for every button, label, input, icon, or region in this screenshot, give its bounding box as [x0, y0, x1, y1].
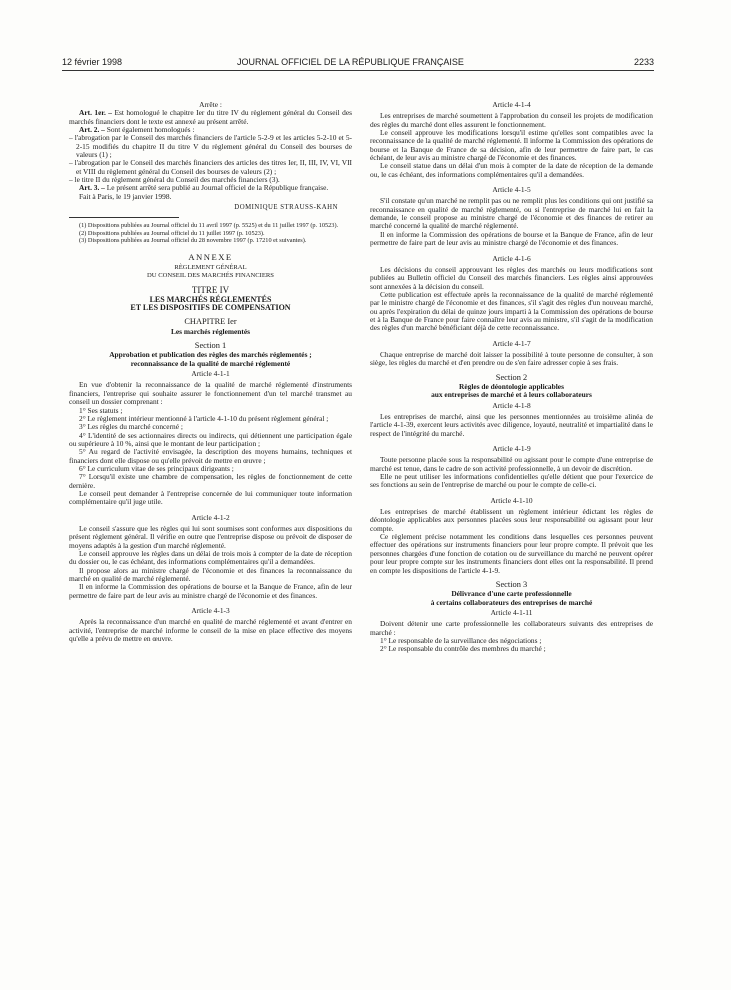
list-item: 6° Le curriculum vitae de ses principaux dirigeants ;	[79, 463, 234, 473]
article-paragraph: Le conseil approuve les règles dans un délai de trois mois à compter de la date de réception du dossier ou, le cas échéant, des informations complémentaires qu'il a demandées.	[69, 549, 352, 567]
article-title: Article 4-1-11	[490, 607, 533, 617]
left-column	[69, 101, 352, 643]
article-title: Article 4-1-6	[492, 253, 531, 263]
list-item: 2° Le responsable du contrôle des membres du marché ;	[380, 644, 546, 654]
section-2-title-2: aux entreprises de marché et à leurs collaborateurs	[431, 390, 592, 400]
section-1-title-2: reconnaissance de la qualité de marché réglementé	[130, 358, 291, 368]
signature: DOMINIQUE STRAUSS-KAHN	[234, 204, 338, 212]
article-paragraph: Il en informe la Commission des opérations de bourse et la Banque de France, afin de leur permettre de faire part de leur avis au ministre chargé de l'économie et des finances.	[69, 582, 352, 600]
page-header	[62, 57, 654, 69]
article-paragraph: Toute personne placée sous la responsabilité ou agissant pour le compte d'une entreprise de marché est tenue, dans le cadre de son activité professionnelle, à un devoir de discrétion.	[370, 455, 653, 473]
journal-title: JOURNAL OFFICIEL DE LA RÉPUBLIQUE FRANÇAISE	[237, 57, 464, 67]
article-3: Art. 3. – Le présent arrêté sera publié au Journal officiel de la République française.	[79, 183, 329, 193]
header-rule	[62, 70, 654, 71]
article-paragraph: Les entreprises de marché, ainsi que les personnes mentionnées au troisième alinéa de l'article 4-1-39, exercent leurs activités avec diligence, loyauté, neutralité et impartialité dans le respect de l'intégrité du marché.	[370, 412, 653, 438]
footnote: (3) Dispositions publiées au Journal officiel du 28 novembre 1997 (p. 17210 et suivantes).	[79, 237, 307, 245]
list-item: 4° L'identité de ses actionnaires directs ou indirects, qui détiennent une participation égale ou supérieure à 10 %, ainsi que le montant de leur participation ;	[69, 430, 352, 448]
section-2-heading: Section 2	[495, 372, 528, 382]
article-paragraph: Chaque entreprise de marché doit laisser la possibilité à toute personne de consulter, à son siège, les règles du marché et d'en prendre ou de s'en faire adresser copie à ses frais.	[370, 349, 653, 368]
list-item: 2° Le règlement intérieur mentionné à l'article 4-1-10 du présent règlement général ;	[79, 413, 329, 423]
article-paragraph: Le conseil statue dans un délai d'un mois à compter de la date de réception de la demande ou, le cas échéant, des informations complémentaires qu'il a demandées.	[370, 161, 653, 179]
section-3-heading: Section 3	[495, 579, 528, 589]
article-title: Article 4-1-5	[492, 185, 531, 195]
header-date: 12 février 1998	[62, 57, 123, 67]
section-1-title-1: Approbation et publication des règles des marchés réglementés ;	[109, 350, 312, 360]
article-paragraph: Il en informe la Commission des opérations de bourse et la Banque de France, afin de leur permettre de faire part de leur avis au ministre chargé de l'économie et des finances.	[370, 229, 653, 248]
annexe-title: ANNEXE	[188, 252, 233, 263]
article-paragraph: Elle ne peut utiliser les informations confidentielles qu'elle détient que pour l'exercice de ses fonctions au sein de l'entreprise de marché ou pour le compte de celle-ci.	[370, 472, 653, 490]
titre-heading: TITRE IV	[191, 285, 230, 296]
article-paragraph: Ce règlement précise notamment les conditions dans lesquelles ces personnes peuvent effectuer des opérations sur instruments financiers pour leur propre compte. Il prévoit que les personnes chargées d'une fonction de cotation ou de surveillance du marché ne peuvent opérer pour leur propre compte sur les instruments financiers dont elles ont la responsabilité. Il prend en compte les dispositions de l'article 4-1-9.	[370, 532, 653, 575]
footnote: (1) Dispositions publiées au Journal officiel du 11 avril 1997 (p. 5525) et du 11 juillet 1997 (p. 10523).	[79, 222, 339, 230]
article-title: Article 4-1-3	[191, 606, 230, 616]
article-title: Article 4-1-7	[492, 338, 531, 348]
article-paragraph: Le conseil s'assure que les règles qui lui sont soumises sont conformes aux dispositions du présent règlement général. Il vérifie en outre que l'entreprise dispose ou prévoit de disposer de moyens adaptés à la gestion d'un marché réglementé.	[69, 523, 352, 550]
page-number: 2233	[633, 57, 654, 67]
article-title: Article 4-1-9	[492, 444, 531, 454]
article-paragraph: Le conseil approuve les modifications lorsqu'il estime qu'elles sont compatibles avec la reconnaissance de la qualité de marché réglementé. Il informe la Commission des opérations de bourse et la Banque de France de sa décision, afin de leur permettre de faire part, le cas échéant, de leur avis au ministre chargé de l'économie et des finances.	[370, 128, 653, 163]
arrete: Arrête :	[199, 100, 222, 109]
titre-heading-line-2: ET LES DISPOSITIFS DE COMPENSATION	[130, 303, 291, 313]
article-2-item: – le titre II du règlement général du Conseil des marchés financiers (3).	[69, 175, 280, 185]
reglement-line-1: RÈGLEMENT GÉNÉRAL	[174, 263, 247, 271]
chapitre-heading: CHAPITRE Ier	[184, 317, 237, 327]
article-title: Article 4-1-2	[191, 512, 230, 522]
section-3-title-1: Délivrance d'une carte professionnelle	[451, 589, 572, 599]
section-1-heading: Section 1	[194, 341, 227, 351]
titre-heading-line-1: LES MARCHÉS RÉGLEMENTÉS	[149, 294, 272, 304]
article-title: Article 4-1-1	[191, 369, 230, 379]
chapitre-title: Les marchés réglementés	[170, 326, 251, 336]
article-paragraph: Il propose alors au ministre chargé de l'économie et des finances la reconnaissance du marché en qualité de marché réglementé.	[69, 565, 352, 584]
right-column	[370, 101, 653, 654]
article-title: Article 4-1-10	[490, 495, 533, 505]
section-2-title-1: Règles de déontologie applicables	[459, 381, 564, 391]
article-paragraph: Après la reconnaissance d'un marché en qualité de marché réglementé et avant d'entrer en activité, l'entreprise de marché informe le conseil de la mise en place effective des moyens qu'elle a prévu de mettre en œuvre.	[69, 617, 352, 644]
article-paragraph: En vue d'obtenir la reconnaissance de la qualité de marché réglementé d'instruments financiers, l'entreprise qui souhaite assurer le fonctionnement d'un tel marché transmet au conseil un dossier comprenant :	[69, 380, 352, 407]
article-title: Article 4-1-4	[492, 100, 531, 109]
article-paragraph: Doivent détenir une carte professionnelle les collaborateurs suivants des entreprises de marché :	[370, 619, 653, 637]
article-2-item: – l'abrogation par le Conseil des marchés financiers de l'article 5-2-9 et les articles 5-2-10 et 5-2-15 modifiés du chapitre II du titre V du règlement général du Conseil des bourses de valeurs (1) ;	[69, 133, 352, 160]
footnote-rule	[69, 217, 179, 218]
fait-a-paris: Fait à Paris, le 19 janvier 1998.	[79, 191, 172, 201]
article-paragraph: Les entreprises de marché soumettent à l'approbation du conseil les projets de modification des règles du marché dont elles assurent le fonctionnement.	[370, 111, 653, 129]
article-paragraph: Les entreprises de marché établissent un règlement intérieur édictant les règles de déontologie applicables aux personnes placées sous leur responsabilité ou agissant pour leur compte.	[370, 507, 653, 533]
article-2: Art. 2. – Sont également homologués :	[79, 125, 195, 135]
reglement-line-2: DU CONSEIL DES MARCHÉS FINANCIERS	[147, 272, 274, 280]
article-2-item: – l'abrogation par le Conseil des marchés financiers des articles des titres Ier, II, III, IV, VI, VII et VIII du règlement général du Conseil des bourses de valeurs (2) ;	[69, 158, 352, 176]
article-1: Art. 1er. – Est homologué le chapitre Ier du titre IV du règlement général du Conseil des marchés financiers dont le texte est annexé au présent arrêté.	[69, 108, 352, 126]
footnote: (2) Dispositions publiées au Journal officiel du 11 juillet 1997 (p. 10523).	[79, 229, 265, 237]
article-paragraph: Les décisions du conseil approuvant les règles des marchés ou leurs modifications sont publiées au Bulletin officiel du Conseil des marchés financiers. Les règles ainsi approuvées sont annexées à la décision du conseil.	[370, 264, 653, 291]
article-paragraph: Le conseil peut demander à l'entreprise concernée de lui communiquer toute information complémentaire qu'il juge utile.	[69, 488, 352, 507]
list-item: 3° Les règles du marché concerné ;	[79, 422, 183, 432]
list-item: 5° Au regard de l'activité envisagée, la description des moyens humains, techniques et financiers dont elle dispose ou qu'elle prévoit de mettre en œuvre ;	[69, 447, 352, 465]
list-item: 1° Le responsable de la surveillance des négociations ;	[380, 635, 542, 645]
section-3-title-2: à certains collaborateurs des entreprises de marché	[430, 597, 593, 607]
article-title: Article 4-1-8	[492, 400, 531, 410]
list-item: 1° Ses statuts ;	[79, 405, 123, 415]
article-paragraph: S'il constate qu'un marché ne remplit pas ou ne remplit plus les conditions qui ont justifié sa reconnaissance en qualité de marché réglementé, ou si l'entreprise de marché lui en fait la demande, le conseil propose au ministre chargé de l'économie et des finances de retirer au marché concerné la qualité de marché réglementé.	[370, 196, 653, 231]
article-paragraph: Cette publication est effectuée après la reconnaissance de la qualité de marché réglementé par le ministre chargé de l'économie et des finances, s'il s'agit des règles d'un nouveau marché, ou après l'expiration du délai de quinze jours imparti à la Commission des opérations de bourse et à la Banque de France pour faire connaître leur avis au ministre, s'il s'agit de la modification des règles d'un marché bénéficiant déjà de cette reconnaissance.	[370, 289, 653, 333]
list-item: 7° Lorsqu'il existe une chambre de compensation, les règles de fonctionnement de cette dernière.	[69, 472, 352, 490]
